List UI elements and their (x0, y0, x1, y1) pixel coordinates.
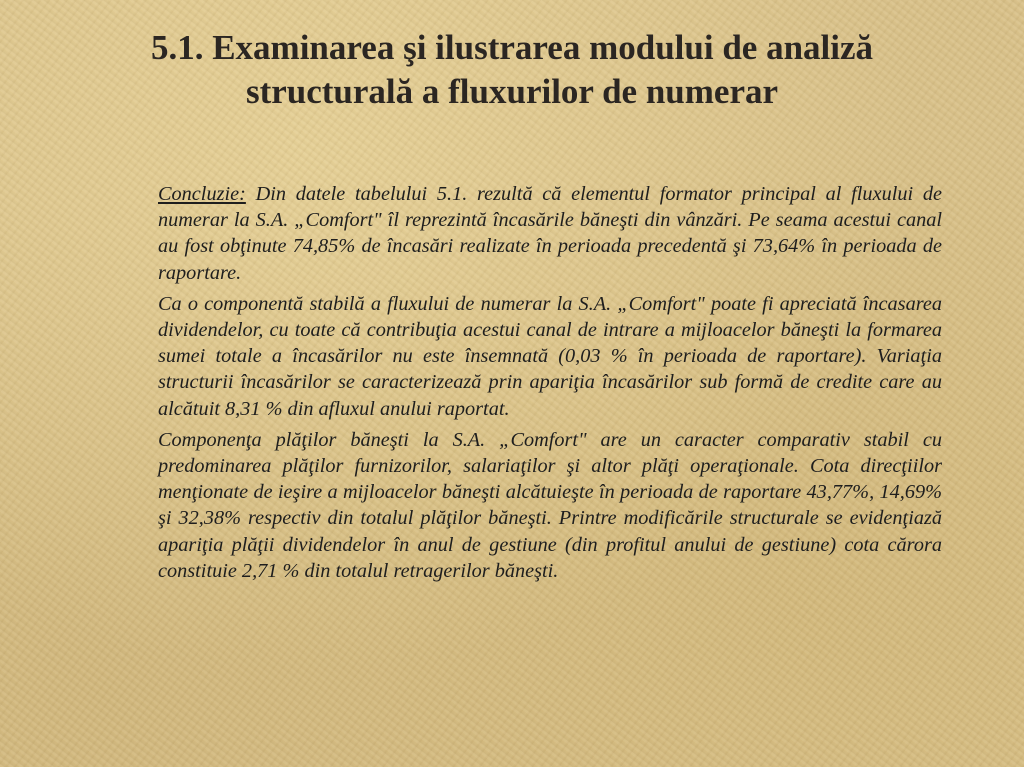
paragraph-conclusion (158, 181, 942, 286)
slide-title-line-1: 5.1. Examinarea şi ilustrarea modului de analiză (150, 28, 874, 67)
conclusion-text: Din datele tabelului 5.1. rezultă că elementul formator principal al fluxului de numerar la S.A. „Comfort" îl reprezintă încasările băneşti din vânzări. Pe seama acestui canal au fost obţinute 74,85% de încasări realizate în perioada precedentă şi 73,64% în perioada de raportare. (158, 183, 942, 284)
slide-body (158, 181, 942, 589)
paragraph-dividends: Ca o componentă stabilă a fluxului de numerar la S.A. „Comfort" poate fi apreciată încasarea dividendelor, cu toate că contribuţia acestui canal de intrare a mijloacelor băneşti la formarea sumei totale a încasărilor nu este însemnată (0,03 % în perioada de raportare). Variaţia structurii încasărilor se caracterizează prin apariţia încasărilor sub formă de credite care au alcătuit 8,31 % din afluxul anului raportat. (158, 292, 942, 420)
slide-title-line-2: structurală a fluxurilor de numerar (245, 72, 779, 111)
paragraph-payments: Componenţa plăţilor băneşti la S.A. „Comfort" are un caracter comparativ stabil cu predominarea plăţilor furnizorilor, salariaţilor şi altor plăţi operaţionale. Cota direcţiilor menţionate de ieşire a mijloacelor băneşti alcătuieşte în perioada de raportare 43,77%, 14,69% şi 32,38% respectiv din totalul plăţilor băneşti. Printre modificările structurale se evidenţiază apariţia plăţii dividendelor în anul de gestiune (din profitul anului de gestiune) cota cărora constituie 2,71 % din totalul retragerilor băneşti. (158, 428, 942, 582)
slide-title (60, 26, 964, 114)
conclusion-label: Concluzie: (158, 183, 246, 205)
